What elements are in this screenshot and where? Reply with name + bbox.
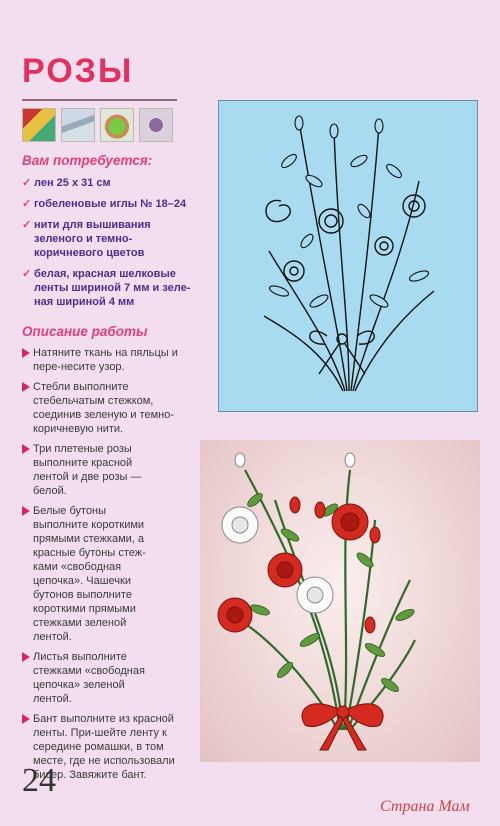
page-title: РОЗЫ — [22, 52, 134, 90]
check-icon: ✓ — [22, 268, 32, 280]
materials-item: ✓ нити для вышивания зеленого и темно-коричневого цветов — [22, 219, 151, 259]
materials-item: ✓ лен 25 х 31 см — [22, 177, 111, 189]
finished-embroidery-photo — [200, 440, 480, 762]
description-heading: Описание работы — [22, 324, 148, 339]
page-number: 24 — [22, 762, 56, 799]
check-icon: ✓ — [22, 177, 32, 189]
triangle-bullet-icon — [22, 506, 30, 516]
ribbon-thumbnail — [139, 108, 173, 142]
materials-item: ✓ гобеленовые иглы № 18–24 — [22, 198, 187, 210]
materials-list — [22, 176, 192, 316]
embroidery-pattern — [218, 100, 478, 412]
title-divider — [22, 99, 177, 101]
needles-thumbnail — [61, 108, 95, 142]
steps-list — [22, 346, 197, 788]
check-icon: ✓ — [22, 219, 32, 231]
step-item: Стебли выполните стебельчатым стежком, соединив зеленую и темно-коричневую нити. — [22, 380, 197, 436]
triangle-bullet-icon — [22, 348, 30, 358]
check-icon: ✓ — [22, 198, 32, 210]
ribbon-rose-thumbnail — [100, 108, 134, 142]
materials-item: ✓ белая, красная шелковые ленты шириной 7 мм и зеле-ная шириной 4 мм — [22, 268, 191, 308]
step-item: Натяните ткань на пяльцы и пере-несите узор. — [22, 346, 197, 374]
step-item: Бант выполните из красной ленты. При-шейте ленту к середине ромашки, в том месте, где не использовали бисер. Завяжите бант. — [22, 712, 183, 782]
materials-thumbnails — [22, 108, 173, 142]
triangle-bullet-icon — [22, 652, 30, 662]
site-watermark: Страна Мам — [380, 798, 470, 815]
step-item: Листья выполните стежками «свободная цепочка» зеленой лентой. — [22, 650, 163, 706]
triangle-bullet-icon — [22, 444, 30, 454]
materials-heading: Вам потребуется: — [22, 153, 153, 168]
triangle-bullet-icon — [22, 382, 30, 392]
step-item: Три плетеные розы выполните красной лентой и две розы — белой. — [22, 442, 148, 498]
step-item: Белые бутоны выполните короткими прямыми стежками, а красные бутоны стеж-ками «свободная цепочка». Чашечки бутонов выполните короткими прямыми стежками зеленой лентой. — [22, 504, 163, 644]
triangle-bullet-icon — [22, 714, 30, 724]
thread-spools-thumbnail — [22, 108, 56, 142]
